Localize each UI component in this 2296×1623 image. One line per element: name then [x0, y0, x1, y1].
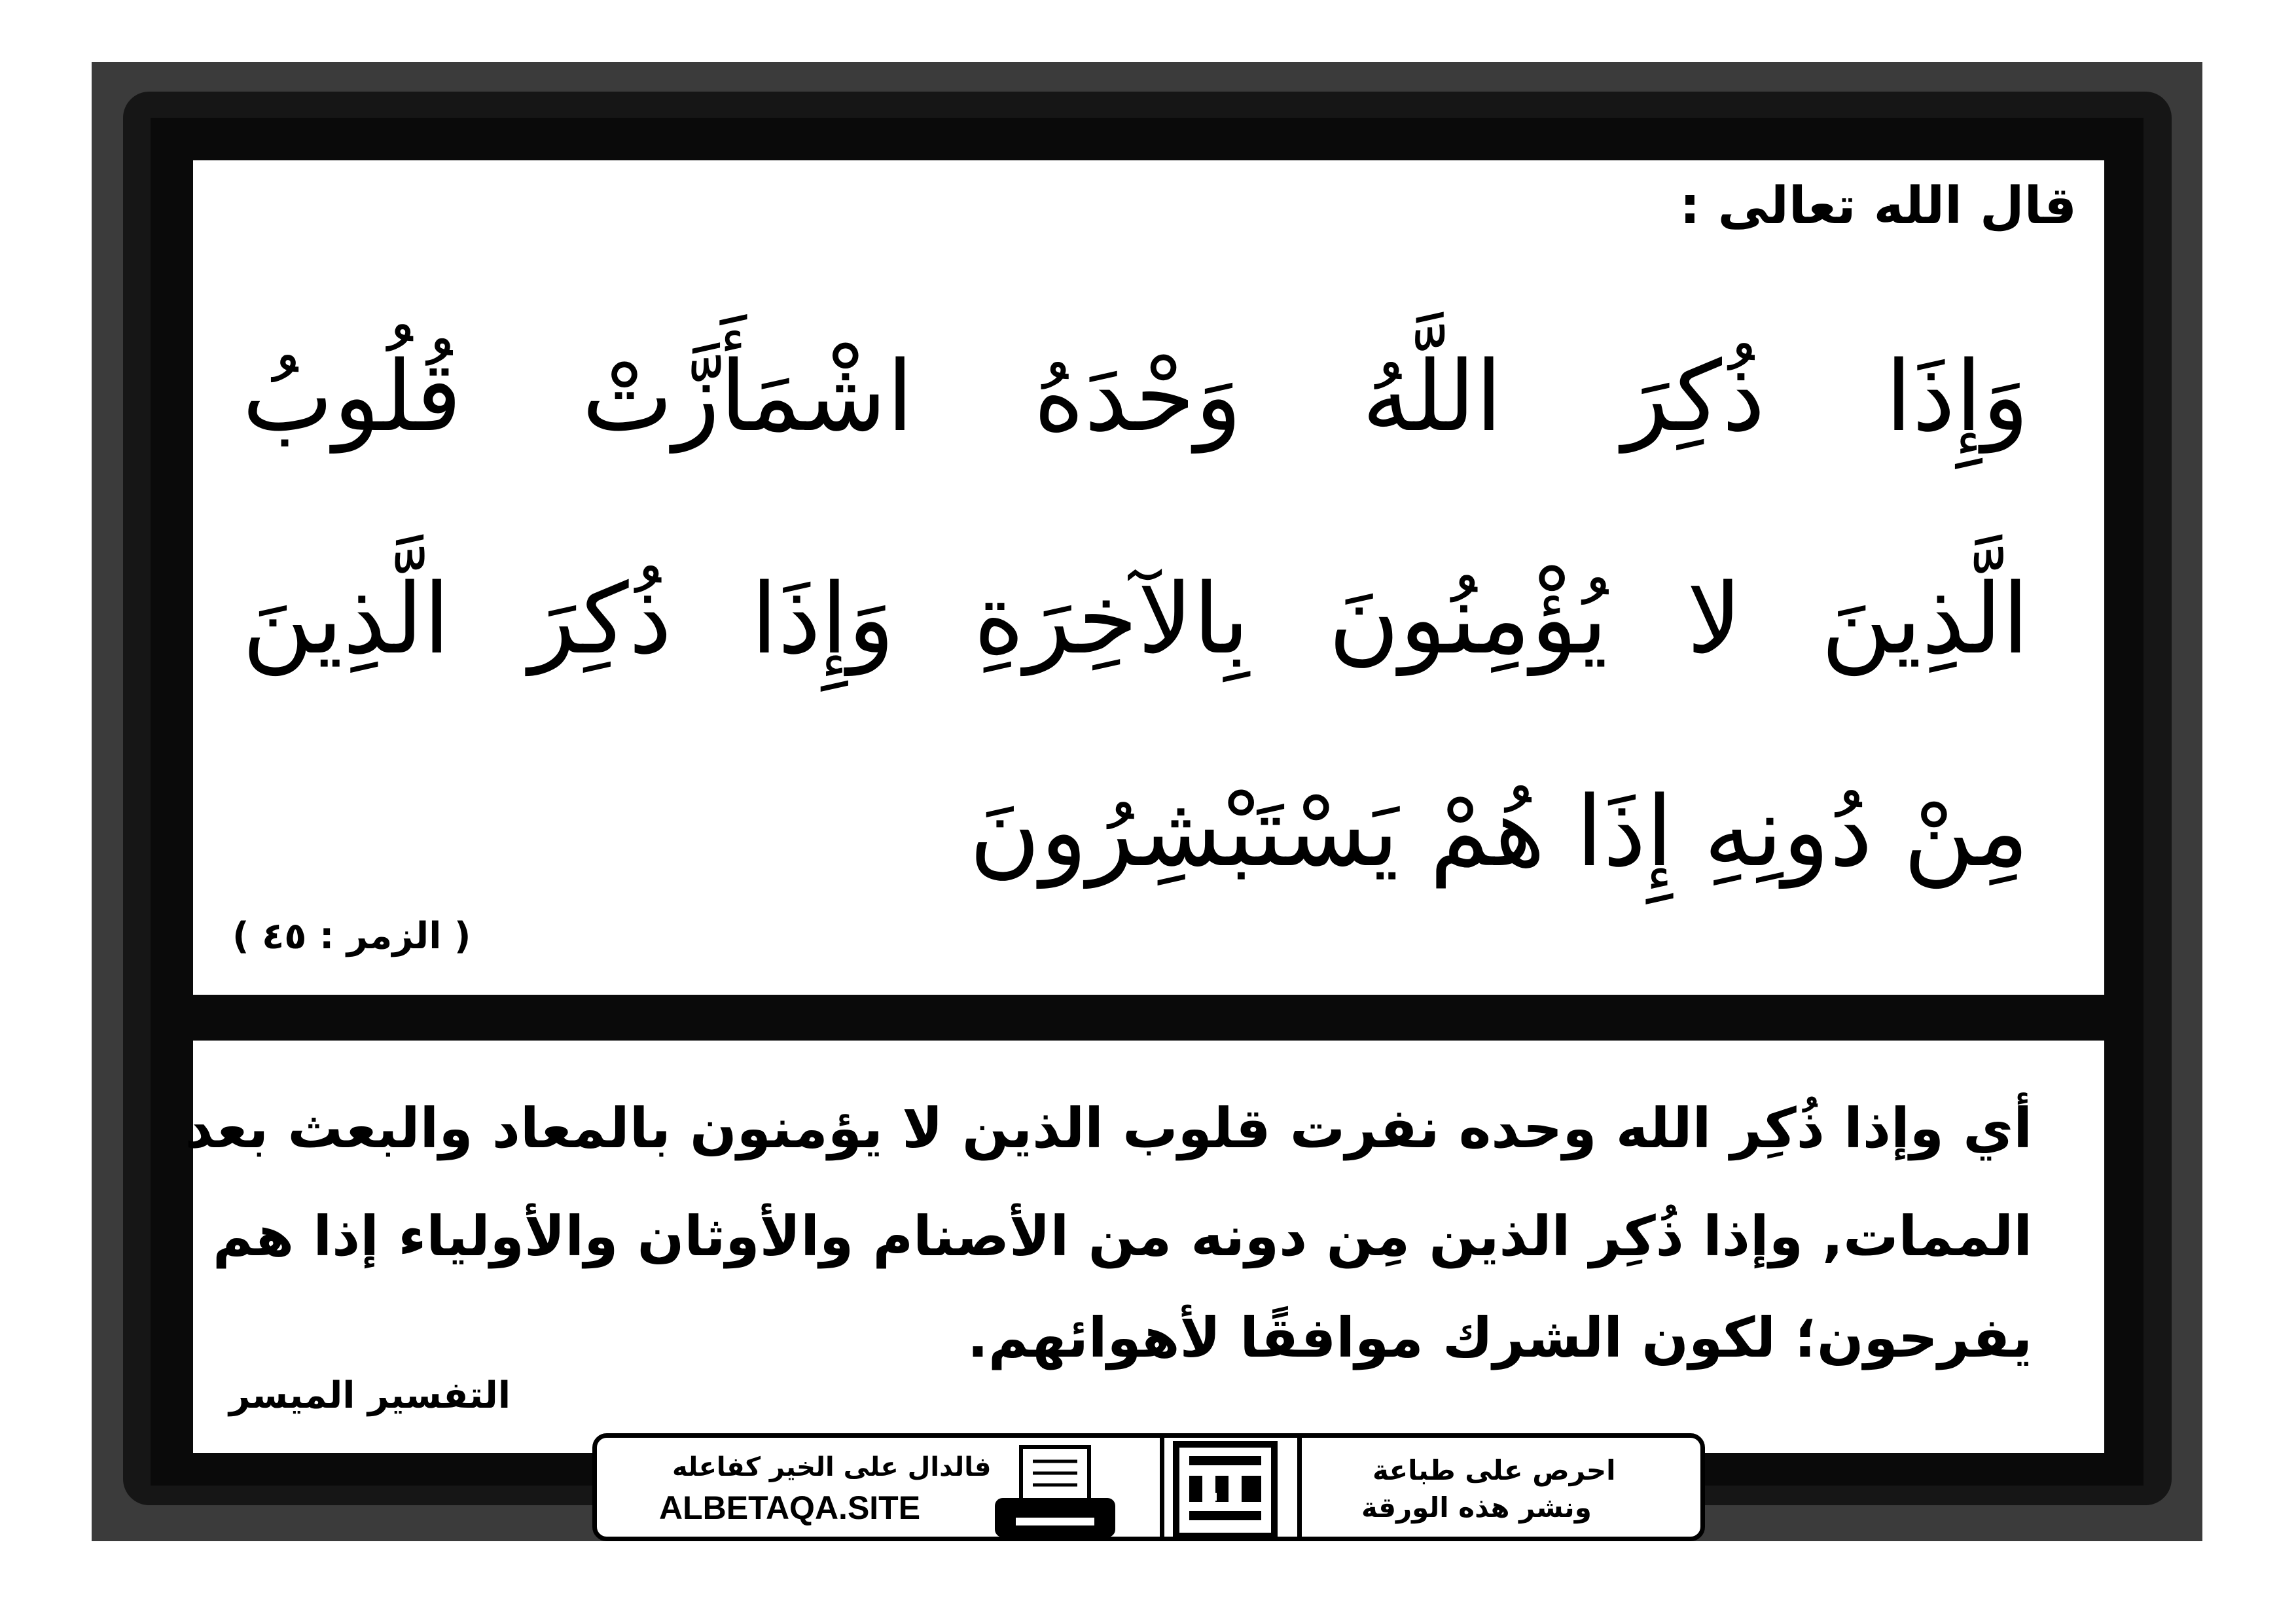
footer-cta-line2: ونشر هذه الورقة	[1361, 1491, 1592, 1524]
tafsir-source: التفسير الميسر	[229, 1374, 511, 1417]
footer-site-link[interactable]: ALBETAQA.SITE	[659, 1489, 921, 1526]
tafsir-line: أي وإذا ذُكِر الله وحده نفرت قلوب الذين لا يؤمنون بالمعاد والبعث بعد	[185, 1096, 2032, 1160]
verse-reference: ( الزمر : ٤٥ )	[232, 915, 471, 957]
verse-line: مِنْ دُونِهِ إِذَا هُمْ يَسْتَبْشِرُونَ	[969, 776, 2029, 888]
footer-divider	[1297, 1438, 1302, 1537]
footer-proverb: فالدال على الخير كفاعله	[672, 1452, 992, 1482]
verse-intro: قال الله تعالى :	[1679, 177, 2077, 236]
printer-icon	[990, 1444, 1121, 1545]
footer-banner	[592, 1433, 1705, 1541]
footer-cta-line1: احرص على طباعة	[1372, 1454, 1616, 1486]
verse-line: وَإِذَا ذُكِرَ اللَّهُ وَحْدَهُ اشْمَأَزَّتْ قُلُوبُ	[242, 340, 2030, 453]
footer-divider	[1160, 1438, 1164, 1537]
verse-line: الَّذِينَ لا يُؤْمِنُونَ بِالآخِرَةِ وَإِذَا ذُكِرَ الَّذِينَ	[242, 563, 2029, 675]
dawa-logo	[1170, 1438, 1281, 1545]
tafsir-line: يفرحون؛ لكون الشرك موافقًا لأهوائهم.	[967, 1306, 2032, 1370]
tafsir-line: الممات, وإذا ذُكِر الذين مِن دونه من الأصنام والأوثان والأولياء إذا هم	[213, 1204, 2032, 1268]
